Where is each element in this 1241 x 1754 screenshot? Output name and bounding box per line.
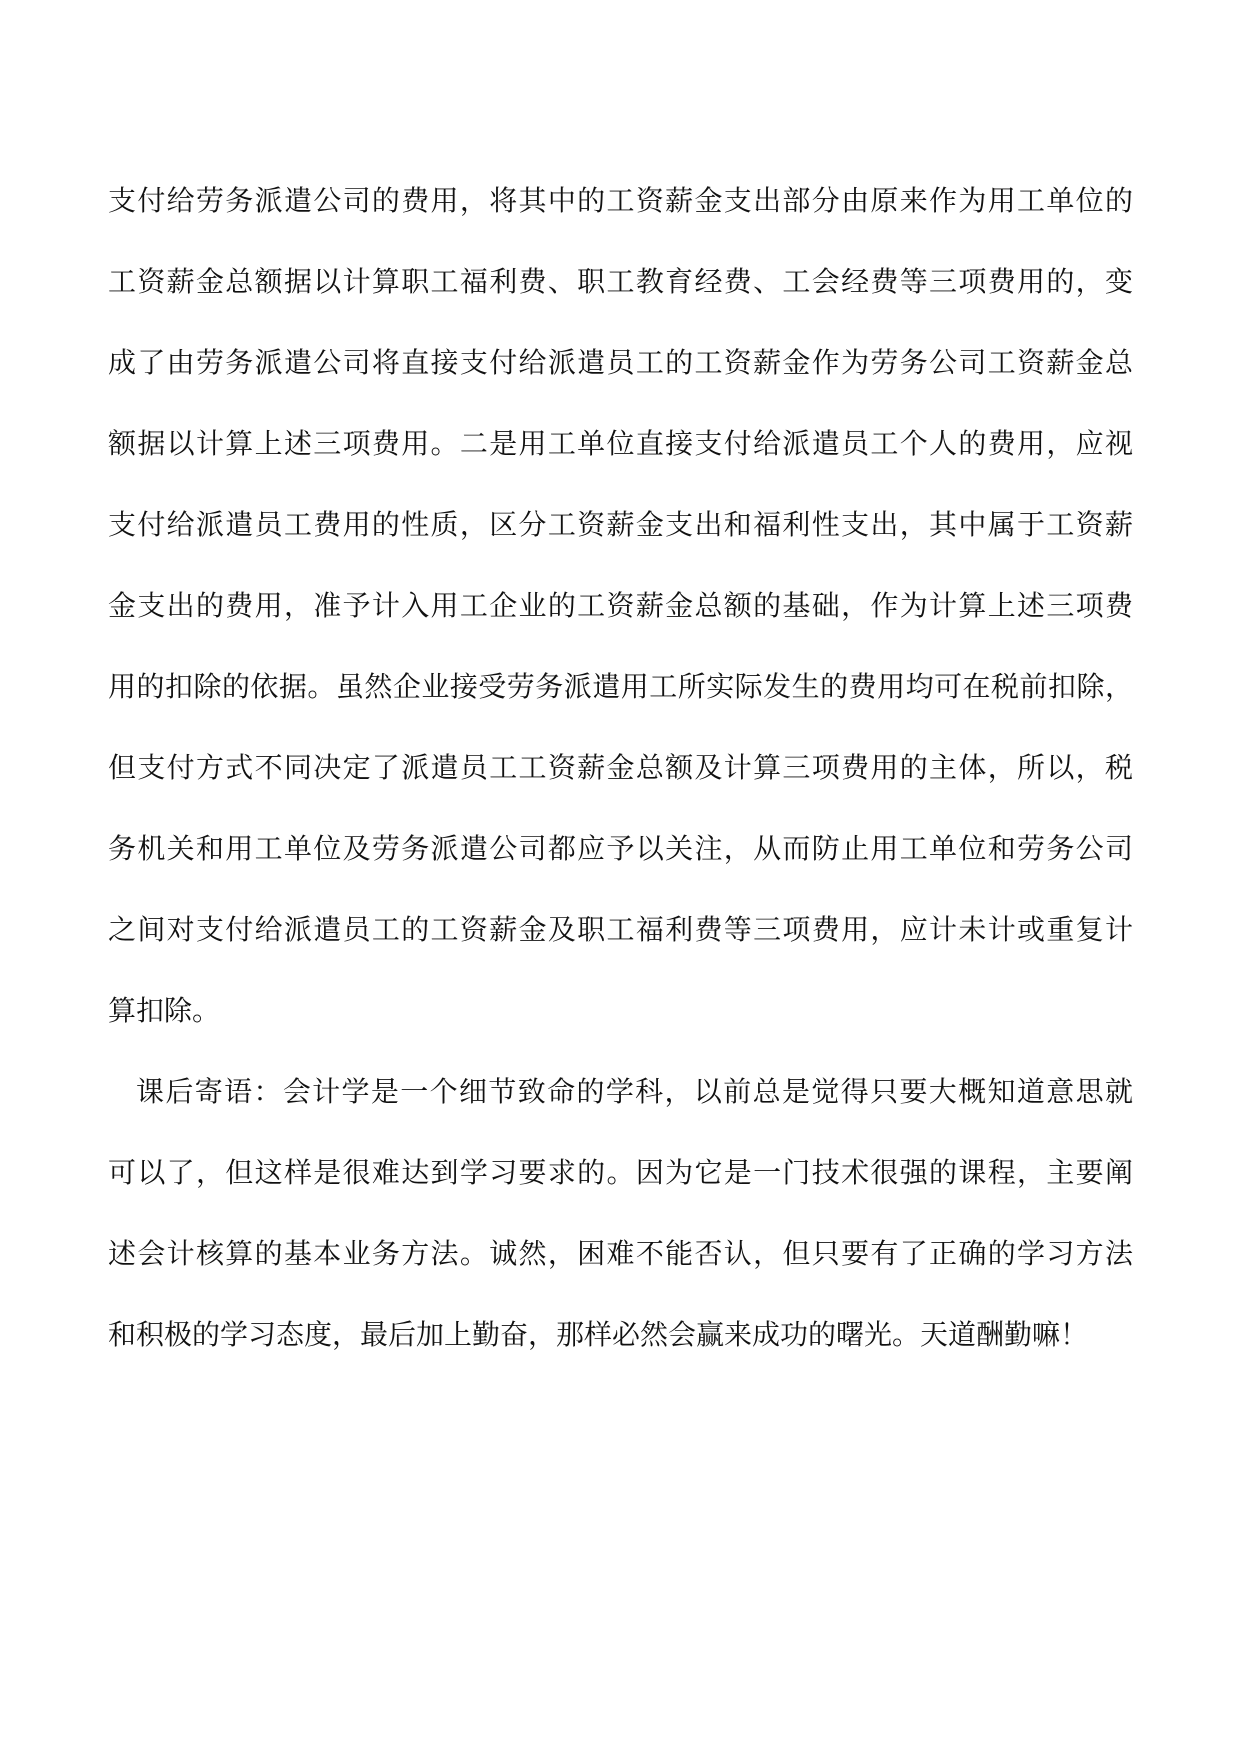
text-line: 可以了，但这样是很难达到学习要求的。因为它是一门技术很强的课程，主要阐 [108, 1156, 1133, 1189]
text-line: 支付给劳务派遣公司的费用，将其中的工资薪金支出部分由原来作为用工单位的 [108, 184, 1133, 217]
text-line: 算扣除。 [108, 994, 221, 1027]
text-line: 工资薪金总额据以计算职工福利费、职工教育经费、工会经费等三项费用的，变 [108, 265, 1133, 298]
document-body [108, 160, 1133, 1375]
text-line: 述会计核算的基本业务方法。诚然，困难不能否认，但只要有了正确的学习方法 [108, 1237, 1133, 1270]
text-line: 但支付方式不同决定了派遣员工工资薪金总额及计算三项费用的主体，所以，税 [108, 751, 1133, 784]
text-line: 用的扣除的依据。虽然企业接受劳务派遣用工所实际发生的费用均可在税前扣除， [108, 670, 1133, 703]
text-line: 金支出的费用，准予计入用工企业的工资薪金总额的基础，作为计算上述三项费 [108, 589, 1133, 622]
text-line: 务机关和用工单位及劳务派遣公司都应予以关注，从而防止用工单位和劳务公司 [108, 832, 1133, 865]
paragraph-afterword [108, 1051, 1133, 1375]
text-line: 课后寄语：会计学是一个细节致命的学科，以前总是觉得只要大概知道意思就 [136, 1075, 1133, 1108]
paragraph-labor-dispatch [108, 160, 1133, 1051]
text-line: 之间对支付给派遣员工的工资薪金及职工福利费等三项费用，应计未计或重复计 [108, 913, 1133, 946]
text-line: 成了由劳务派遣公司将直接支付给派遣员工的工资薪金作为劳务公司工资薪金总 [108, 346, 1133, 379]
text-line: 和积极的学习态度，最后加上勤奋，那样必然会赢来成功的曙光。天道酬勤嘛！ [108, 1318, 1089, 1351]
text-line: 支付给派遣员工费用的性质，区分工资薪金支出和福利性支出，其中属于工资薪 [108, 508, 1133, 541]
text-line: 额据以计算上述三项费用。二是用工单位直接支付给派遣员工个人的费用，应视 [108, 427, 1133, 460]
